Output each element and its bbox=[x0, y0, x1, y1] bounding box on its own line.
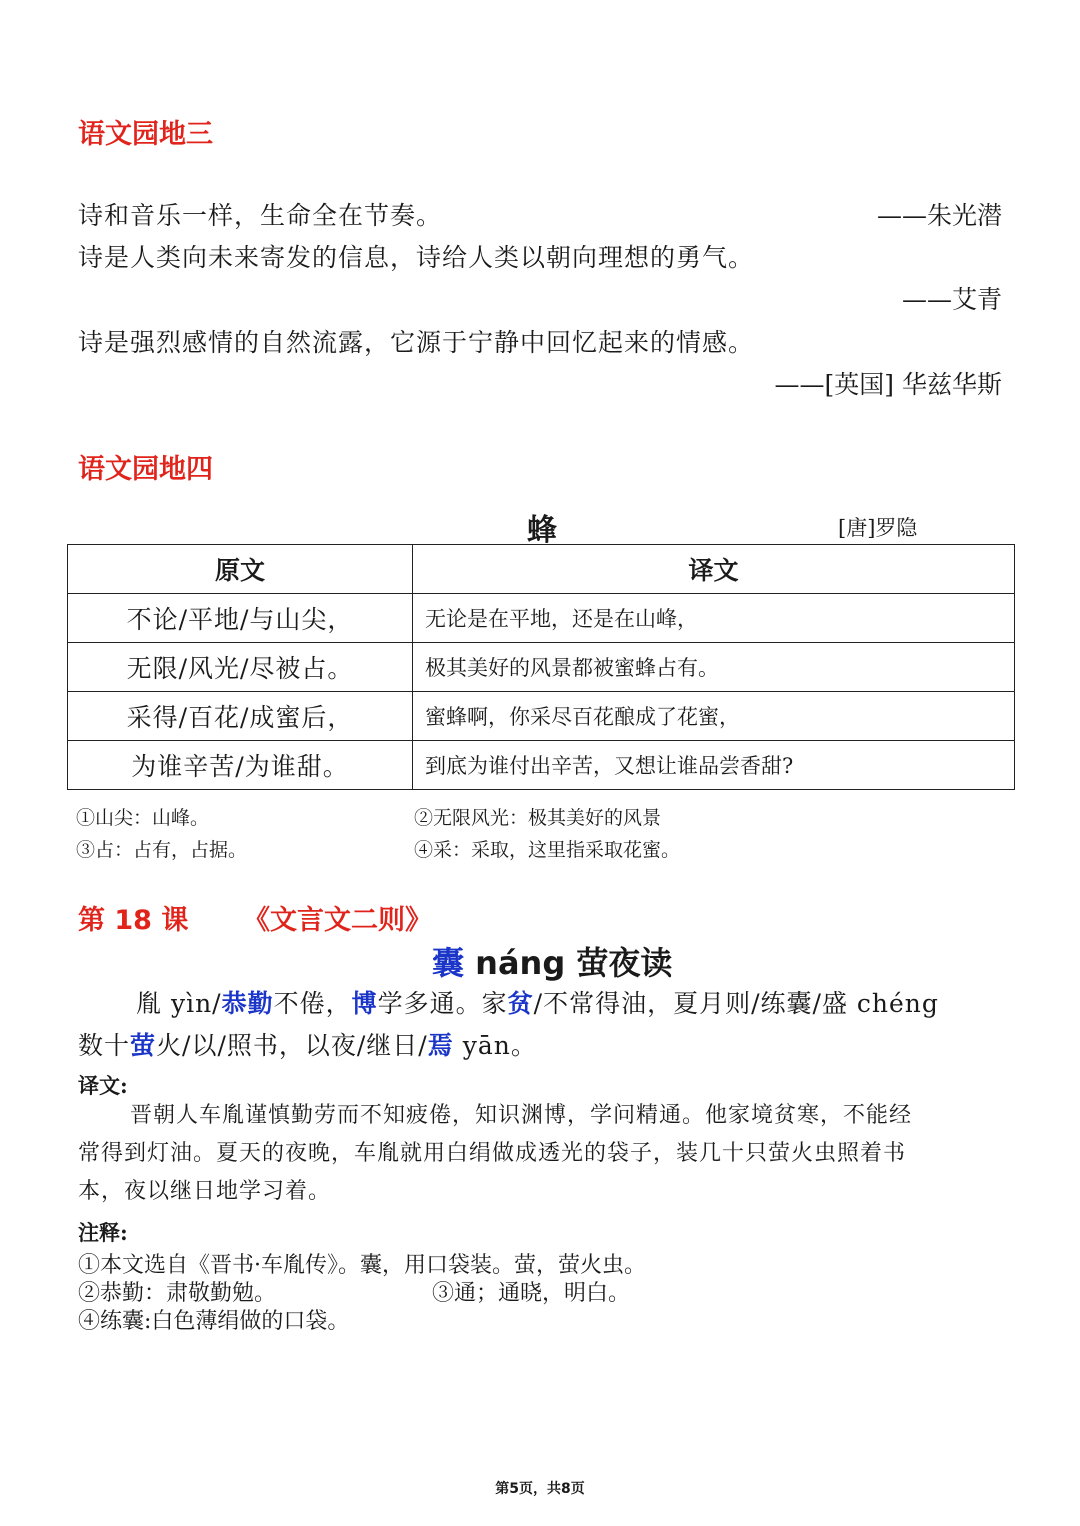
translation-line: 到底为谁付出辛苦，又想让谁品尝香甜? bbox=[413, 741, 1015, 790]
original-line: 为谁辛苦/为谁甜。 bbox=[68, 741, 413, 790]
story-title-pinyin: náng bbox=[464, 944, 577, 982]
original-line: 采得/百花/成蜜后， bbox=[68, 692, 413, 741]
original-line: 不论/平地/与山尖， bbox=[68, 594, 413, 643]
quote-3-text: 诗是强烈感情的自然流露，它源于宁静中回忆起来的情感。 bbox=[78, 328, 755, 357]
table-row bbox=[68, 692, 1015, 741]
translation-line-3: 本，夜以继日地学习着。 bbox=[78, 1179, 332, 1204]
poem-title: 蜂 bbox=[527, 513, 557, 548]
table-row bbox=[68, 741, 1015, 790]
keyword-pin: 贫 bbox=[507, 989, 534, 1018]
translation-label: 译文: bbox=[78, 1073, 128, 1098]
header-original: 原文 bbox=[68, 545, 413, 594]
table-row bbox=[68, 643, 1015, 692]
translation-line-2: 常得到灯油。夏天的夜晚，车胤就用白绢做成透光的袋子，装几十只萤火虫照着书 bbox=[78, 1141, 907, 1166]
lesson-note-4: ④练囊:白色薄绢做的口袋。 bbox=[78, 1309, 350, 1334]
story-title-rest: 萤夜读 bbox=[576, 944, 673, 982]
translation-line: 蜜蜂啊，你采尽百花酿成了花蜜， bbox=[413, 692, 1015, 741]
poem-note-2: ②无限风光：极其美好的风景 bbox=[414, 807, 662, 829]
poem-note-3: ③占：占有，占据。 bbox=[76, 839, 248, 861]
story-title bbox=[432, 938, 672, 984]
poem-note-4: ④采：采取，这里指采取花蜜。 bbox=[414, 839, 681, 861]
classic-text: 胤 yìn/ bbox=[136, 989, 222, 1018]
quote-1-author: ——朱光潜 bbox=[876, 201, 1002, 230]
classic-line-1 bbox=[136, 984, 939, 1020]
quote-2-author: ——艾青 bbox=[901, 285, 1002, 314]
page-footer: 第5页，共8页 bbox=[495, 1481, 585, 1497]
classic-text: 数十 bbox=[78, 1031, 131, 1060]
header-translation: 译文 bbox=[413, 545, 1015, 594]
classic-line-2 bbox=[78, 1026, 537, 1062]
section4-title: 语文园地四 bbox=[78, 454, 213, 485]
poem-note-1: ①山尖：山峰。 bbox=[76, 807, 210, 829]
lesson-number: 第 18 课 bbox=[78, 905, 189, 936]
classic-text: 火/以/照书，以夜/继日/ bbox=[156, 1031, 428, 1060]
story-title-char: 囊 bbox=[432, 944, 465, 982]
lesson-book-title: 《文言文二则》 bbox=[243, 905, 432, 936]
lesson-note-3: ③通；通晓，明白。 bbox=[432, 1281, 631, 1306]
lesson-note-2: ②恭勤：肃敬勤勉。 bbox=[78, 1281, 277, 1306]
lesson-note-1: ①本文选自《晋书·车胤传》。囊，用口袋装。萤，萤火虫。 bbox=[78, 1253, 646, 1278]
classic-text: 学多通。家 bbox=[377, 989, 508, 1018]
original-line: 无限/风光/尽被占。 bbox=[68, 643, 413, 692]
quote-1-text: 诗和音乐一样，生命全在节奏。 bbox=[78, 201, 443, 230]
classic-text: 不倦， bbox=[273, 989, 352, 1018]
classic-text: yān。 bbox=[453, 1031, 537, 1060]
translation-line-1: 晋朝人车胤谨慎勤劳而不知疲倦，知识渊博，学问精通。他家境贫寒，不能经 bbox=[130, 1103, 913, 1128]
quote-3-author: ——[英国] 华兹华斯 bbox=[774, 370, 1002, 399]
notes-label: 注释: bbox=[78, 1220, 128, 1245]
quote-2-text: 诗是人类向未来寄发的信息，诗给人类以朝向理想的勇气。 bbox=[78, 243, 755, 272]
keyword-ying: 萤 bbox=[130, 1031, 157, 1060]
poem-author: [唐]罗隐 bbox=[838, 516, 918, 540]
section3-title: 语文园地三 bbox=[78, 119, 213, 150]
translation-line: 极其美好的风景都被蜜蜂占有。 bbox=[413, 643, 1015, 692]
keyword-gongqin: 恭勤 bbox=[221, 989, 274, 1018]
poem-table bbox=[67, 544, 1015, 790]
classic-text: /不常得油，夏月则/练囊/盛 chéng bbox=[533, 989, 939, 1018]
translation-line: 无论是在平地，还是在山峰， bbox=[413, 594, 1015, 643]
poem-table-header bbox=[68, 545, 1015, 594]
table-row bbox=[68, 594, 1015, 643]
keyword-yan: 焉 bbox=[427, 1031, 454, 1060]
keyword-bo: 博 bbox=[351, 989, 378, 1018]
